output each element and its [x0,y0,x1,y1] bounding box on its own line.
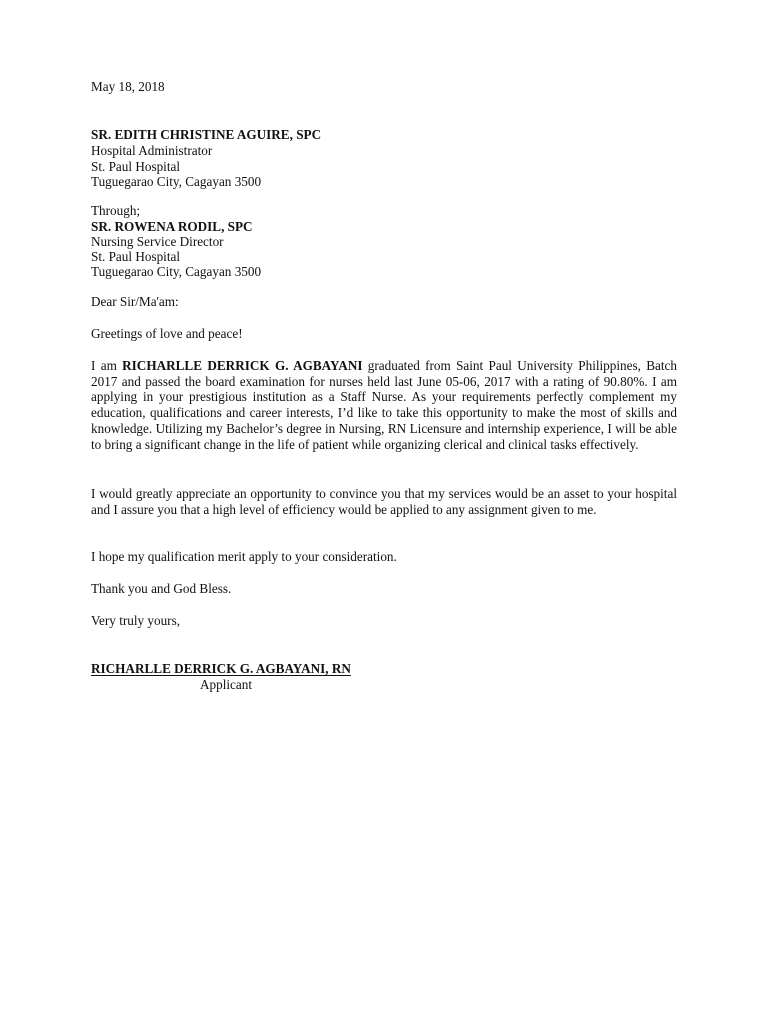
letter-date: May 18, 2018 [91,79,165,94]
body-paragraph-3: I hope my qualification merit apply to your consideration. [91,549,397,564]
through-name: SR. ROWENA RODIL, SPC [91,219,253,234]
body-paragraph-1 [91,358,677,452]
through-label: Through; [91,203,141,218]
salutation: Dear Sir/Ma'am: [91,294,179,309]
greeting: Greetings of love and peace! [91,326,243,341]
through-address: Tuguegarao City, Cagayan 3500 [91,264,262,279]
recipient-address: Tuguegarao City, Cagayan 3500 [91,174,262,189]
through-organization: St. Paul Hospital [91,249,181,264]
applicant-name-inline: RICHARLLE DERRICK G. AGBAYANI [122,358,363,373]
body-paragraph-1-text: graduated from Saint Paul University Philippines, Batch 2017 and passed the board examination for nurses held last June 05-06, 2017 with a rating of 90.80%. I am applying in your prestigious institution as a Staff Nurse. As your requirements perfectly complement my education, qualifications and career interests, I’d like to take this opportunity to make the most of skills and knowledge. Utilizing my Bachelor’s degree in Nursing, RN Licensure and internship experience, I will be able to bring a significant change in the life of patient while organizing clerical and clinical tasks effectively. [91,358,677,452]
recipient-name: SR. EDITH CHRISTINE AGUIRE, SPC [91,127,322,142]
signature-title: Applicant [200,677,253,692]
signature-name: RICHARLLE DERRICK G. AGBAYANI, RN [91,661,351,676]
closing: Very truly yours, [91,613,181,628]
recipient-organization: St. Paul Hospital [91,159,181,174]
body-paragraph-1-intro: I am [91,358,123,373]
body-paragraph-2: I would greatly appreciate an opportunity to convince you that my services would be an asset to your hospital and I assure you that a high level of efficiency would be applied to any assignment given to me. [91,486,677,517]
through-title: Nursing Service Director [91,234,224,249]
body-paragraph-4: Thank you and God Bless. [91,581,232,596]
recipient-title: Hospital Administrator [91,143,213,158]
